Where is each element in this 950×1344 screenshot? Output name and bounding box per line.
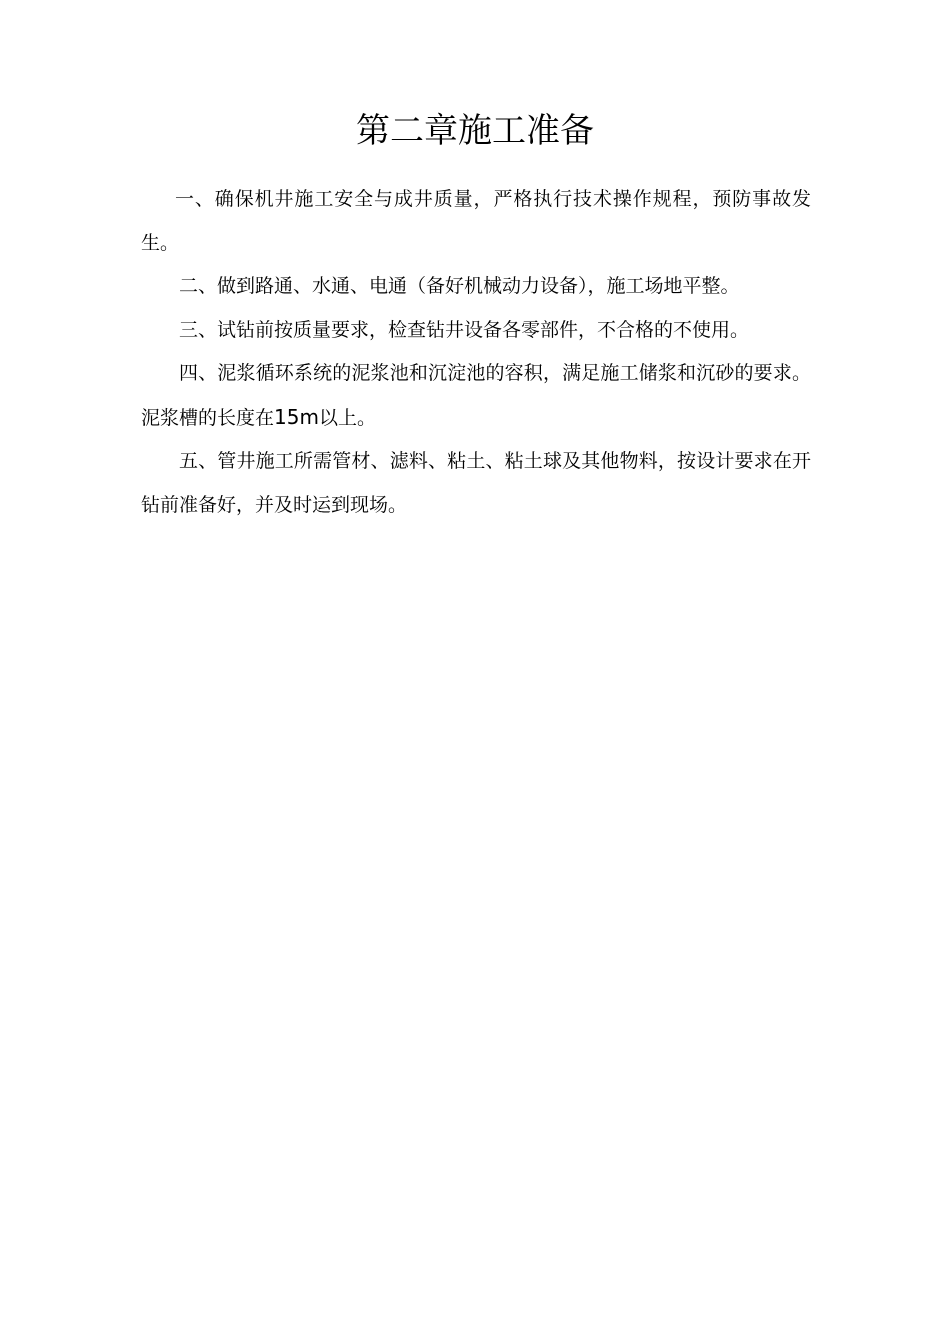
paragraph-5: 五、管井施工所需管材、滤料、粘土、粘土球及其他物料，按设计要求在开钻前准备好，并及时运到现场。 — [141, 450, 811, 516]
paragraph-1: 一、确保机井施工安全与成井质量，严格执行技术操作规程，预防事故发生。 — [141, 188, 811, 254]
paragraph-3: 三、试钻前按质量要求，检查钻井设备各零部件，不合格的不使用。 — [179, 318, 750, 341]
paragraph-4 — [141, 352, 811, 440]
paragraph-4-number: 15m — [274, 404, 319, 429]
chapter-title: 第二章施工准备 — [356, 111, 594, 151]
document-body — [141, 178, 811, 527]
paragraph-2: 二、做到路通、水通、电通（备好机械动力设备），施工场地平整。 — [179, 275, 740, 297]
paragraph-4-text-after: 以上。 — [318, 406, 376, 429]
paragraph-4-text-before: 四、泥浆循环系统的泥浆池和沉淀池的容积，满足施工储浆和沉砂的要求。泥浆槽的长度在 — [141, 362, 811, 429]
